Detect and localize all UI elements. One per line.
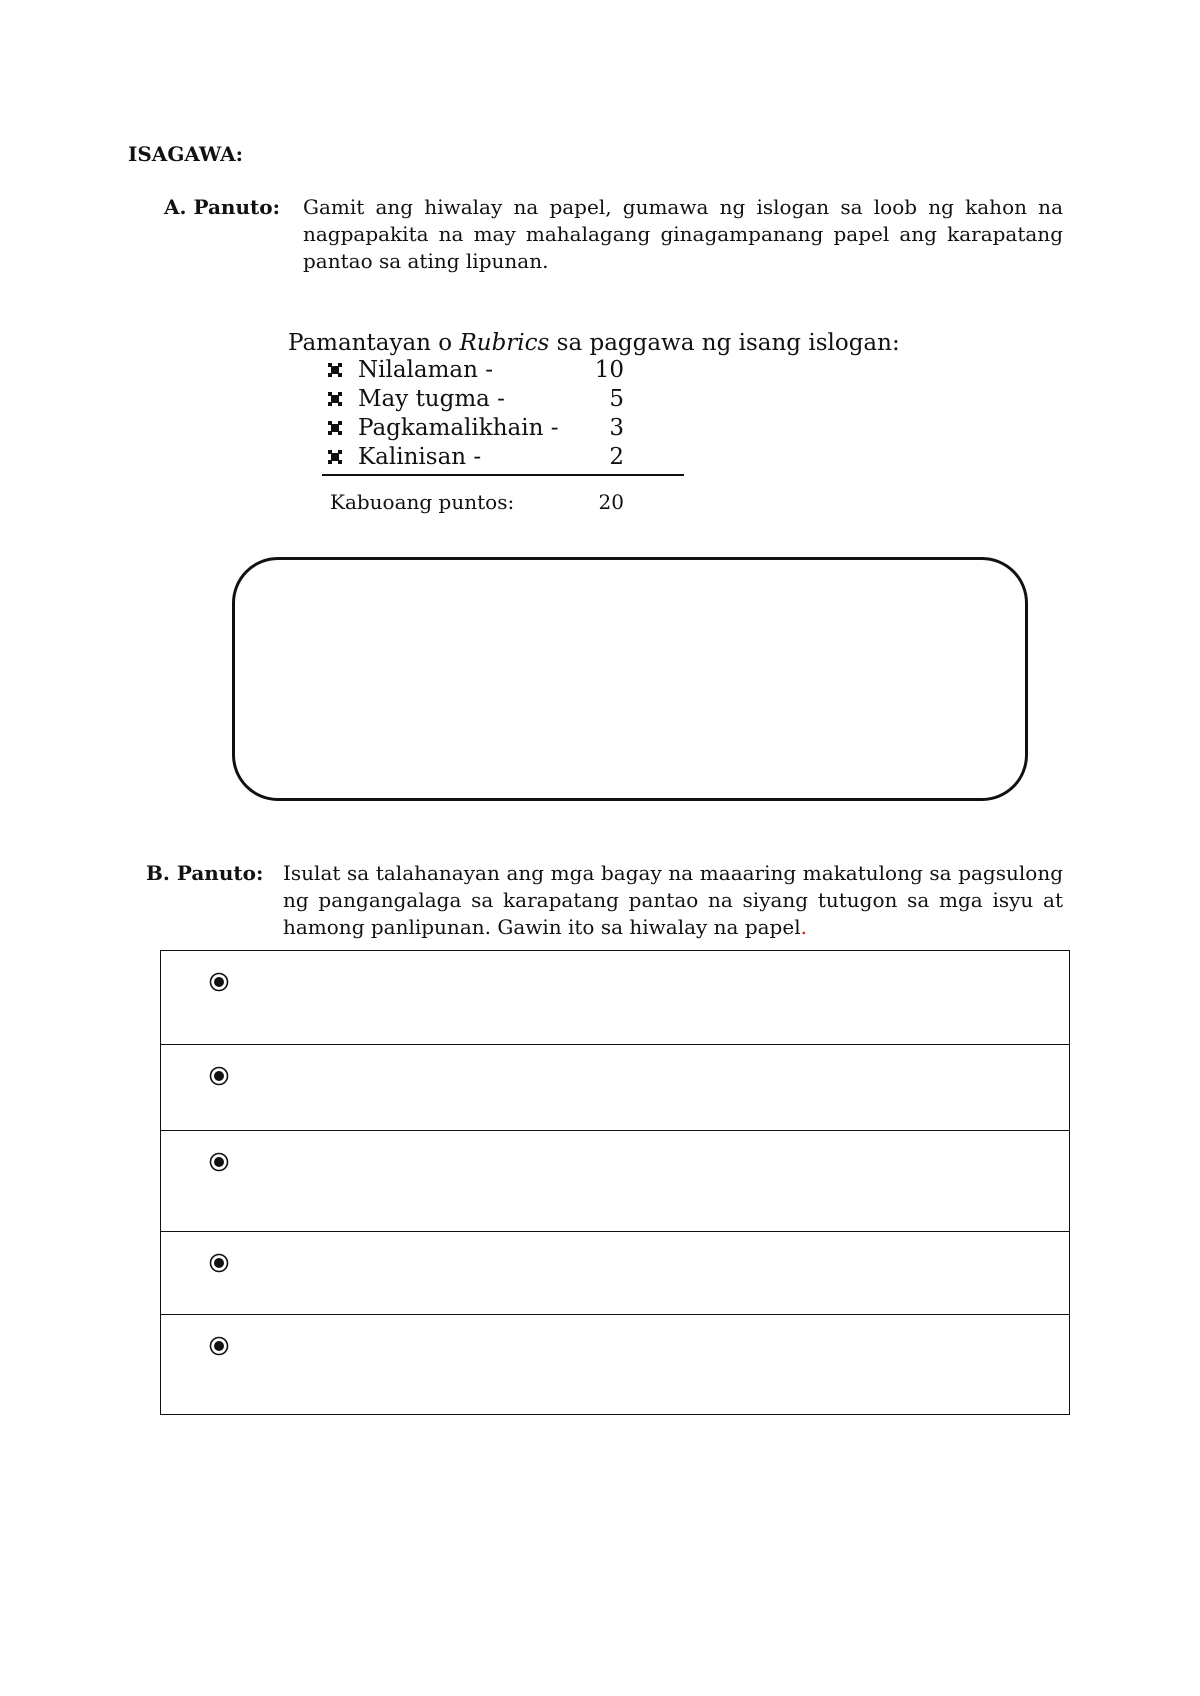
rubric-criterion: Pagkamalikhain - <box>358 415 559 441</box>
total-label: Kabuoang puntos: <box>330 490 515 514</box>
table-row[interactable] <box>161 1044 1069 1130</box>
square-bullet-icon <box>326 361 344 379</box>
section-b-text <box>283 860 1063 941</box>
section-b-text-main: Isulat sa talahanayan ang mga bagay na maaaring makatulong sa pagsulong ng pangangalaga sa karapatang pantao na siyang tutugon sa mga isyu at hamong panlipunan. Gawin ito sa hiwalay na papel <box>283 861 1063 939</box>
radio-bullet-icon <box>209 1152 229 1172</box>
table-row[interactable] <box>161 1314 1069 1414</box>
rubric-criterion: Kalinisan - <box>358 444 482 470</box>
slogan-box[interactable] <box>232 557 1028 801</box>
rubric-title-italic: Rubrics <box>459 330 550 356</box>
section-b-label: B. Panuto: <box>146 861 264 885</box>
rubric-title-post: sa paggawa ng isang islogan: <box>549 330 900 356</box>
table-row[interactable] <box>161 1231 1069 1314</box>
answer-table <box>160 950 1070 1415</box>
rubric-title <box>288 330 900 356</box>
radio-bullet-icon <box>209 1066 229 1086</box>
table-row[interactable] <box>161 1130 1069 1231</box>
rubric-points: 3 <box>609 415 624 441</box>
total-divider <box>322 474 684 476</box>
activity-heading: ISAGAWA: <box>128 142 243 166</box>
section-a-label: A. Panuto: <box>164 195 280 219</box>
rubric-title-pre: Pamantayan o <box>288 330 460 356</box>
section-a-text: Gamit ang hiwalay na papel, gumawa ng islogan sa loob ng kahon na nagpapakita na may mahalagang ginagampanang papel ang karapatang pantao sa ating lipunan. <box>303 195 1063 273</box>
total-points: 20 <box>598 490 624 514</box>
radio-bullet-icon <box>209 1253 229 1273</box>
rubric-points: 5 <box>609 386 624 412</box>
square-bullet-icon <box>326 448 344 466</box>
radio-bullet-icon <box>209 972 229 992</box>
square-bullet-icon <box>326 419 344 437</box>
rubric-criterion: May tugma - <box>358 386 505 412</box>
square-bullet-icon <box>326 390 344 408</box>
table-row[interactable] <box>161 951 1069 1044</box>
section-b-text-end: . <box>800 915 807 939</box>
rubric-points: 10 <box>594 357 624 383</box>
radio-bullet-icon <box>209 1336 229 1356</box>
rubric-points: 2 <box>609 444 624 470</box>
rubric-criterion: Nilalaman - <box>358 357 494 383</box>
